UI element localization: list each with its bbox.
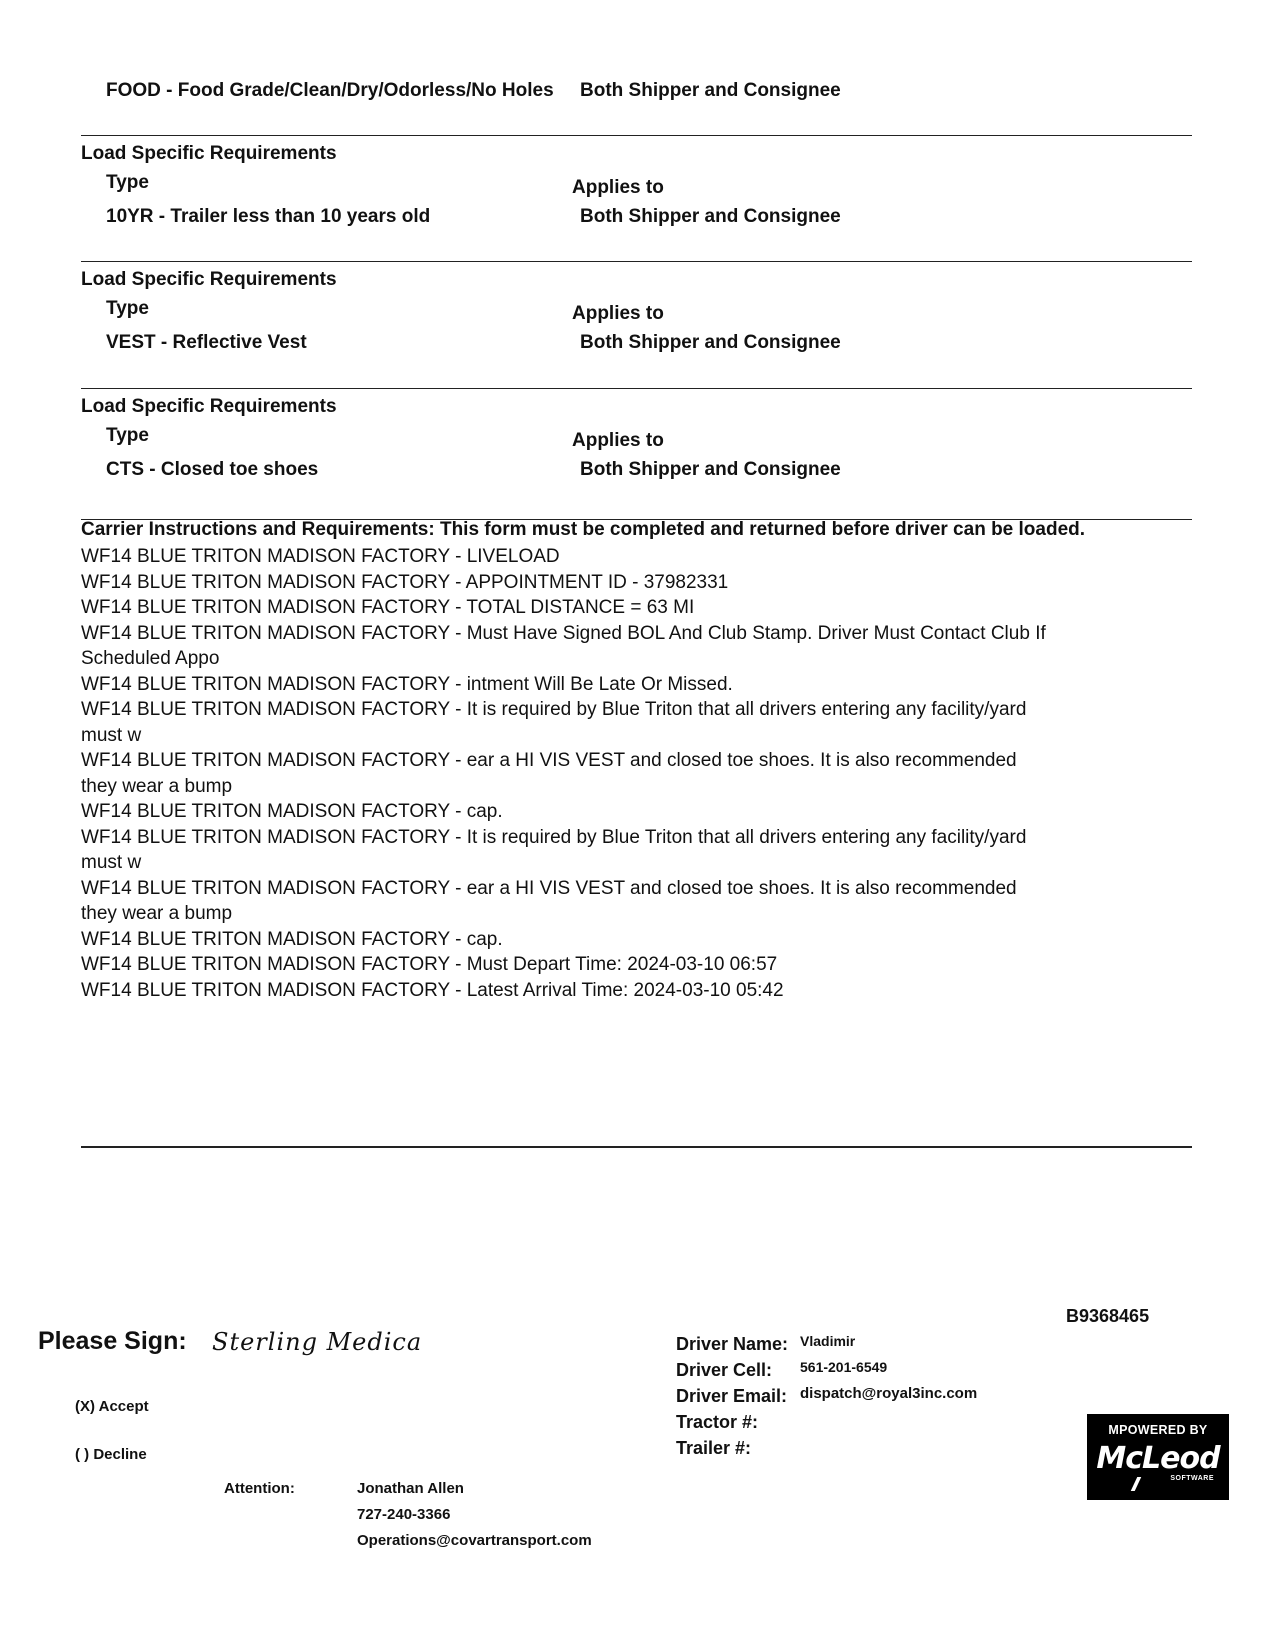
attention-label: Attention: bbox=[224, 1480, 295, 1497]
type-label: Type bbox=[106, 298, 149, 319]
divider bbox=[81, 388, 1192, 389]
instruction-line: WF14 BLUE TRITON MADISON FACTORY - TOTAL DISTANCE = 63 MI bbox=[81, 597, 695, 618]
type-label: Type bbox=[106, 172, 149, 193]
top-applies-text: Both Shipper and Consignee bbox=[580, 80, 841, 101]
driver-email: dispatch@royal3inc.com bbox=[800, 1385, 978, 1402]
instruction-line: WF14 BLUE TRITON MADISON FACTORY - intment Will Be Late Or Missed. bbox=[81, 673, 733, 695]
type-value: 10YR - Trailer less than 10 years old bbox=[106, 206, 431, 227]
instruction-line: WF14 BLUE TRITON MADISON FACTORY - Must Have Signed BOL And Club Stamp. Driver Must Contact Club If bbox=[81, 622, 1046, 644]
driver-cell: 561-201-6549 bbox=[800, 1359, 888, 1375]
instruction-line: WF14 BLUE TRITON MADISON FACTORY - ear a HI VIS VEST and closed toe shoes. It is also recommended bbox=[81, 750, 1017, 771]
instruction-line: WF14 BLUE TRITON MADISON FACTORY - cap. bbox=[81, 801, 503, 822]
type-label: Type bbox=[106, 425, 149, 446]
requirement-heading: Load Specific Requirements bbox=[81, 143, 337, 164]
document-number: B9368465 bbox=[1066, 1306, 1150, 1326]
instruction-line: they wear a bump bbox=[81, 903, 233, 924]
instruction-line: must w bbox=[81, 724, 142, 746]
attention-phone: 727-240-3366 bbox=[357, 1506, 451, 1523]
decline-option[interactable]: ( ) Decline bbox=[75, 1446, 147, 1463]
signature-value: Sterling Medica bbox=[212, 1328, 423, 1356]
instruction-line: WF14 BLUE TRITON MADISON FACTORY - APPOINTMENT ID - 37982331 bbox=[81, 571, 729, 593]
divider bbox=[81, 1146, 1192, 1148]
type-value: VEST - Reflective Vest bbox=[106, 332, 307, 353]
applies-label: Applies to bbox=[572, 303, 664, 324]
top-type-text: FOOD - Food Grade/Clean/Dry/Odorless/No Holes bbox=[106, 80, 554, 101]
divider bbox=[81, 135, 1192, 136]
applies-value: Both Shipper and Consignee bbox=[580, 206, 841, 227]
instruction-line: Scheduled Appo bbox=[81, 648, 220, 669]
instruction-line: WF14 BLUE TRITON MADISON FACTORY - Must Depart Time: 2024-03-10 06:57 bbox=[81, 954, 778, 975]
instruction-line: WF14 BLUE TRITON MADISON FACTORY - It is required by Blue Triton that all drivers entering any facility/yard bbox=[81, 826, 1027, 848]
driver-name: Vladimir bbox=[800, 1333, 856, 1349]
accept-option[interactable]: (X) Accept bbox=[75, 1398, 149, 1415]
applies-value: Both Shipper and Consignee bbox=[580, 332, 841, 353]
instruction-line: WF14 BLUE TRITON MADISON FACTORY - cap. bbox=[81, 928, 503, 950]
requirement-heading: Load Specific Requirements bbox=[81, 269, 337, 290]
tractor-label: Tractor #: bbox=[676, 1412, 759, 1432]
mcleod-logo bbox=[1087, 1414, 1229, 1500]
instruction-line: must w bbox=[81, 852, 142, 873]
logo-slash-mark bbox=[1131, 1477, 1142, 1491]
instruction-line: WF14 BLUE TRITON MADISON FACTORY - Latest Arrival Time: 2024-03-10 05:42 bbox=[81, 979, 784, 1001]
driver-cell-label: Driver Cell: bbox=[676, 1360, 773, 1380]
logo-tagline: MPOWERED BY bbox=[1108, 1423, 1208, 1437]
driver-email-label: Driver Email: bbox=[676, 1386, 788, 1406]
carrier-instructions-title: Carrier Instructions and Requirements: This form must be completed and returned before driver can be loaded. bbox=[81, 519, 1086, 540]
type-value: CTS - Closed toe shoes bbox=[106, 459, 319, 480]
applies-label: Applies to bbox=[572, 430, 664, 451]
logo-subtitle: SOFTWARE bbox=[1170, 1475, 1214, 1482]
trailer-label: Trailer #: bbox=[676, 1438, 752, 1458]
instruction-line: WF14 BLUE TRITON MADISON FACTORY - It is required by Blue Triton that all drivers entering any facility/yard bbox=[81, 699, 1027, 720]
divider bbox=[81, 261, 1192, 262]
logo-brand: McLeod bbox=[1096, 1441, 1220, 1476]
instruction-line: WF14 BLUE TRITON MADISON FACTORY - ear a HI VIS VEST and closed toe shoes. It is also recommended bbox=[81, 877, 1017, 899]
instruction-line: WF14 BLUE TRITON MADISON FACTORY - LIVELOAD bbox=[81, 546, 560, 567]
driver-name-label: Driver Name: bbox=[676, 1334, 789, 1354]
applies-label: Applies to bbox=[572, 177, 664, 198]
please-sign-label: Please Sign: bbox=[38, 1327, 187, 1355]
attention-name: Jonathan Allen bbox=[357, 1480, 464, 1497]
requirement-heading: Load Specific Requirements bbox=[81, 396, 337, 417]
applies-value: Both Shipper and Consignee bbox=[580, 459, 841, 480]
attention-email: Operations@covartransport.com bbox=[357, 1532, 592, 1549]
instruction-line: they wear a bump bbox=[81, 775, 233, 797]
